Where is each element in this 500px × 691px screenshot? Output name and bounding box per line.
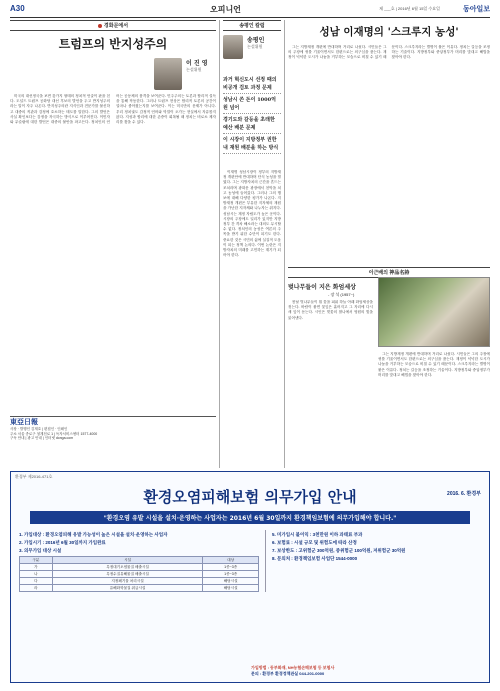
ad-subtitle: "환경오염 유발 시설을 설치·운영하는 사업자는 2016년 6월 30일까지 환경책임보험에 의무가입해야 합니다." xyxy=(30,511,470,524)
ad-item: 1. 가입대상 : 환경오염피해 유발 가능성이 높은 시설을 설치·운영하는 사업자 xyxy=(19,532,168,537)
column3-kicker: 이근배의 神品名詩 xyxy=(288,267,490,278)
column3-body: 그는 지방재정 개편에 반대하며 거리로 나섰다. 시민들은 그의 주장에 귀를 기울이면서도 한편으로는 의구심을 품는다. 재정이 넉넉한 도시가 나눔을 거부하는 모습으로 비칠 수 있기 때문이다. 스크루지라는 별명이 붙은 이유다. 정치는 갈등을 조정하는 기술이다. 지방정부와 중앙정부가 머리를 맞대고 해법을 찾아야 한다. xyxy=(288,45,490,60)
pull-quote: 과거 혁신도시 선정 때의 비공개 검토 과정 문제 xyxy=(223,76,281,94)
ad-item: 6. 보험료 : 시설 규모 및 위험도에 따라 산정 xyxy=(272,540,357,545)
issue-date: 제 ___호 | 2016년 6월 15일 수요일 xyxy=(379,6,440,11)
ad-item: 8. 문의처 : 환경책임보험 사업단 1544-0000 xyxy=(272,556,358,561)
column-song xyxy=(223,20,281,63)
ad-bottom xyxy=(251,665,483,676)
publisher-box xyxy=(10,416,216,468)
pull-quote: 이 시장이 지방정부 권한 내 재원 배분을 하는 방식 xyxy=(223,136,281,154)
poem-commentary: 그는 지방재정 개편에 반대하며 거리로 나섰다. 시민들은 그의 주장에 귀를 기울이면서도 한편으로는 의구심을 품는다. 재정이 넉넉한 도시가 나눔을 거부하는 모습으로 비칠 수 있기 때문이다. 스크루지라는 별명이 붙은 이유다. 정치는 갈등을 조정하는 기술이다. 지방정부와 중앙정부가 머리를 맞대고 해법을 찾아야 한다. xyxy=(378,352,490,377)
table-row: 다 지정폐기물 처리시설 해당시설 xyxy=(20,578,259,585)
bullet-icon xyxy=(98,24,102,28)
poem-body: 봄날 벚나무들이 흰 꽃을 피워 하늘 아래 화엄세상을 짓는다. 바람이 불면 꽃잎은 흩어지고 그 자리에 다시 새 잎이 돋는다. 시인은 벚꽃의 찰나에서 영원의 빛을 읽어낸다. xyxy=(288,300,373,320)
column3-title: 성남 이재명의 '스크루지 농성' xyxy=(319,26,459,38)
newspaper-logo: 동아일보 xyxy=(462,5,490,13)
column-divider xyxy=(284,20,285,468)
column2-body: 이재명 성남시장이 정부의 지방재정 개편안에 반대하며 단식 농성을 벌였다. 그는 지방자치의 근간을 흔드는 조치라며 광화문 광장에서 천막을 치고 농성에 들어갔다. 그러나 그의 행보에 대해 다양한 평가가 나온다. 지방재정 개편은 부유한 지자체의 재원을 가난한 지자체와 나누자는 취지다. 성남시는 재정 자립도가 높은 곳이다. 시장의 주장에도 일리가 있지만 지방정부 간 격차 해소라는 대의도 무시할 수 없다. 정치인의 농성은 여론의 주목을 받기 위한 수단이 되기도 한다. 중요한 것은 시민의 삶에 실질적 도움이 되는 정책 논의다. 이번 논란은 지방자치의 미래를 고민하는 계기가 되어야 한다. xyxy=(223,170,281,258)
table-row: 나 특정수질유해물질 배출시설 1종~3종 xyxy=(20,571,259,578)
column2-kicker: 송평인 칼럼 xyxy=(223,20,281,31)
ad-item: 3. 의무가입 대상 시설 xyxy=(19,548,62,553)
column1-kicker: 경화문에서 xyxy=(10,20,216,31)
table-header-row: 구분 시설 대상 xyxy=(20,557,259,564)
column1-body: 미국의 대선정국을 보면 갖가지 형태의 정치적 언술이 판을 친다. 도널드 트럼프 공화당 대선 후보의 발언을 두고 반지성주의라는 말이 자주 나온다. 반지성주의란 지식인과 전문가를 불신하고 대중의 직관과 감정에 호소하는 태도를 말한다. 그의 발언은 사실 확인보다는 감정을 자극하는 방식으로 이루어진다. 이민자와 무슬림에 대한 발언은 대중의 불안을 파고든다. 정치인의 언어는 공동체의 품격을 보여준다. 민주주의는 토론과 합리적 설득을 통해 작동한다. 그러나 트럼프 현상은 합리적 토론의 공간이 얼마나 좁아졌는지를 보여준다. 이는 미국만의 문제가 아니다. 우리 정치권도 감정적 언어와 막말이 오가는 현실에서 자유롭지 않다. 지성과 합리에 대한 존중이 회복될 때 정치는 비로소 제자리를 찾을 수 있다. xyxy=(10,94,216,125)
ad-insurance xyxy=(10,471,490,683)
ad-title: 환경오염피해보험 의무가입 안내 xyxy=(143,488,357,506)
column-trump xyxy=(10,20,216,446)
author-name: 송평인 xyxy=(247,37,265,44)
pull-quote: 성남시 쓴 돈이 1000억 원 넘어 xyxy=(223,96,281,114)
publisher-line: 사장 · 발행인 김재호 | 편집인 · 인쇄인 xyxy=(10,427,68,431)
ad-left-column xyxy=(19,530,259,592)
page-header xyxy=(10,4,490,18)
author-name: 이 진 영 xyxy=(186,60,208,67)
ad-body xyxy=(11,528,489,594)
ad-item: 5. 미가입시 불이익 : 3천만원 이하 과태료 부과 xyxy=(272,532,363,537)
author-photo xyxy=(223,35,243,59)
column-divider xyxy=(219,20,220,468)
ad-bottom-line: 문의 : 환경부 환경정책관실 044-201-0000 xyxy=(251,670,325,676)
poem-author: - 장 석 (1957~) xyxy=(328,292,355,297)
ad-year-org: 2016. 6. 환경부 xyxy=(447,491,481,497)
section-title: 오피니언 xyxy=(210,5,241,14)
page-number: A30 xyxy=(10,4,25,13)
publisher-brand: 東亞日報 xyxy=(10,418,38,426)
author-photo xyxy=(154,58,182,90)
pull-quotes xyxy=(223,76,281,156)
column1-title: 트럼프의 반지성주의 xyxy=(58,37,168,51)
column1-byline xyxy=(10,58,216,90)
ad-item: 7. 보상한도 : 고위험군 300억원, 중위험군 100억원, 저위험군 30억원 xyxy=(272,548,406,553)
pull-quote: 경기도와 갈등을 초래한 예산 배분 문제 xyxy=(223,116,281,134)
table-row: 라 유해화학물질 취급시설 해당시설 xyxy=(20,585,259,592)
author-role: 논설위원 xyxy=(186,67,202,72)
publisher-line: 구독 안내 | 광고 안내 | 인터넷 donga.com xyxy=(10,436,74,441)
ad-facility-table xyxy=(19,556,259,592)
table-row: 가 특정대기오염물질 배출시설 1종~3종 xyxy=(20,564,259,571)
ad-item: 2. 가입시기 : 2016년 6월 30일까지 가입완료 xyxy=(19,540,106,545)
ad-bottom-line: 가입방법 : 동부화재, NH농협손해보험 등 보험사 xyxy=(251,665,335,670)
poem-title: 벚나무들이 지은 화엄세상 xyxy=(288,284,356,291)
column-seongnam xyxy=(288,20,490,301)
temple-photo xyxy=(378,277,490,347)
ad-top-line: 환경부 제2016-471호 xyxy=(15,474,53,479)
author-role: 논설위원 xyxy=(247,44,263,49)
column2-byline xyxy=(223,35,281,59)
publisher-line: 주소 서울 종로구 청계천로 1 | 독자서비스센터 1577-4000 xyxy=(10,431,98,436)
ad-right-column xyxy=(265,530,480,592)
